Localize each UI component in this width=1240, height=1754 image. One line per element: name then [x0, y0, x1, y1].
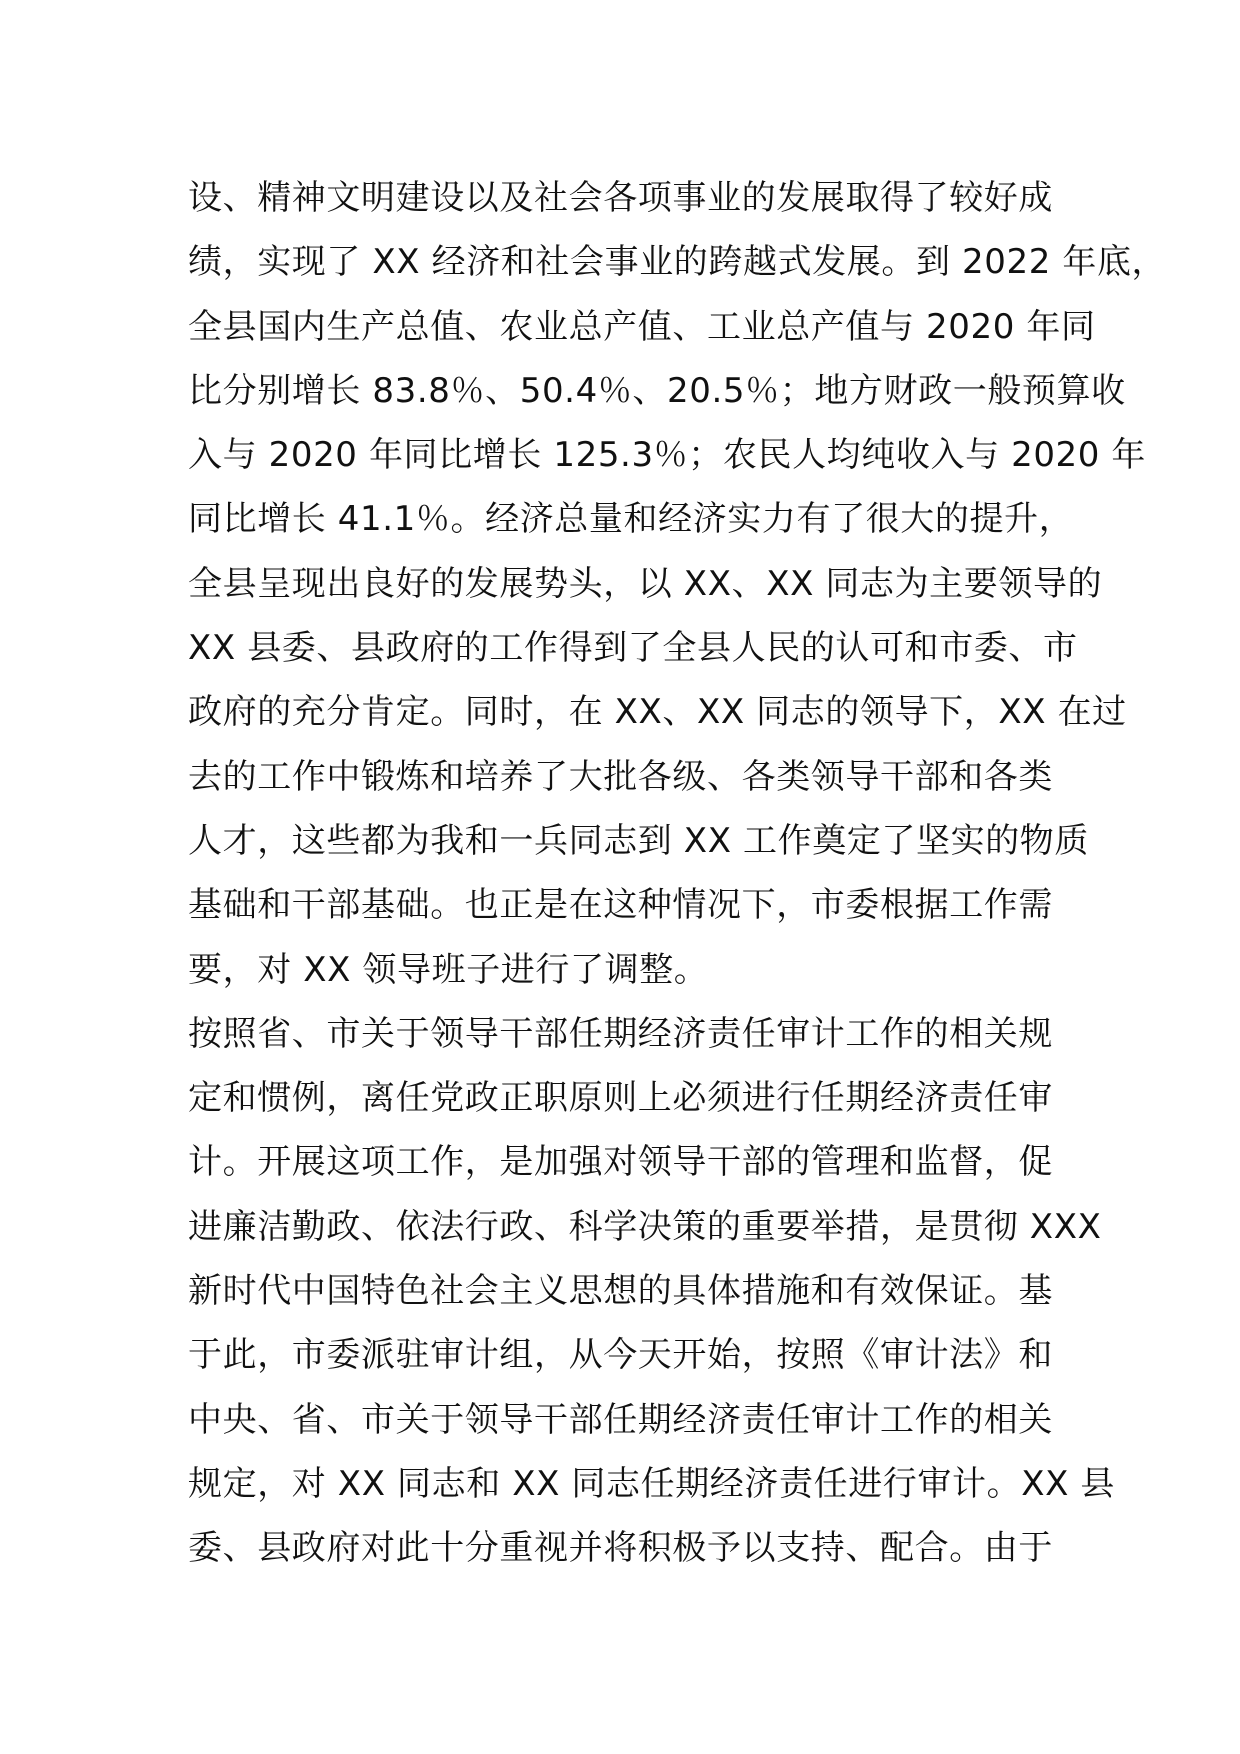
- text-line: 定和惯例，离任党政正职原则上必须进行任期经济责任审: [188, 1078, 1053, 1119]
- text-line: 比分别增长 83.8％、50.4％、20.5％；地方财政一般预算收: [188, 370, 1126, 411]
- text-line: 人才，这些都为我和一兵同志到 XX 工作奠定了坚实的物质: [188, 820, 1089, 861]
- body-text: [188, 166, 1167, 1581]
- text-line: 计。开展这项工作，是加强对领导干部的管理和监督，促: [188, 1142, 1053, 1183]
- text-line: 于此，市委派驻审计组，从今天开始，按照《审计法》和: [188, 1335, 1053, 1376]
- text-line: 规定，对 XX 同志和 XX 同志任期经济责任进行审计。XX 县: [188, 1463, 1115, 1504]
- text-line: 同比增长 41.1％。经济总量和经济实力有了很大的提升，: [188, 499, 1074, 540]
- text-line: 政府的充分肯定。同时，在 XX、XX 同志的领导下，XX 在过: [188, 692, 1127, 733]
- text-line: 设、精神文明建设以及社会各项事业的发展取得了较好成: [188, 178, 1053, 218]
- text-line: 全县国内生产总值、农业总产值、工业总产值与 2020 年同: [188, 306, 1096, 347]
- text-line: 进廉洁勤政、依法行政、科学决策的重要举措，是贯彻 XXX: [188, 1206, 1102, 1247]
- text-line: XX 县委、县政府的工作得到了全县人民的认可和市委、市: [188, 628, 1078, 669]
- text-line: 基础和干部基础。也正是在这种情况下，市委根据工作需: [188, 885, 1053, 926]
- text-line: 要，对 XX 领导班子进行了调整。: [188, 949, 709, 990]
- text-line: 委、县政府对此十分重视并将积极予以支持、配合。由于: [188, 1528, 1053, 1569]
- text-line: 全县呈现出良好的发展势头，以 XX、XX 同志为主要领导的: [188, 563, 1103, 604]
- text-line: 去的工作中锻炼和培养了大批各级、各类领导干部和各类: [188, 756, 1053, 797]
- text-line: 中央、省、市关于领导干部任期经济责任审计工作的相关: [188, 1399, 1053, 1440]
- text-line: 绩，实现了 XX 经济和社会事业的跨越式发展。到 2022 年底，: [188, 242, 1167, 283]
- text-line: 按照省、市关于领导干部任期经济责任审计工作的相关规: [188, 1013, 1053, 1054]
- text-line: 新时代中国特色社会主义思想的具体措施和有效保证。基: [188, 1271, 1053, 1312]
- text-line: 入与 2020 年同比增长 125.3％；农民人均纯收入与 2020 年: [188, 435, 1147, 476]
